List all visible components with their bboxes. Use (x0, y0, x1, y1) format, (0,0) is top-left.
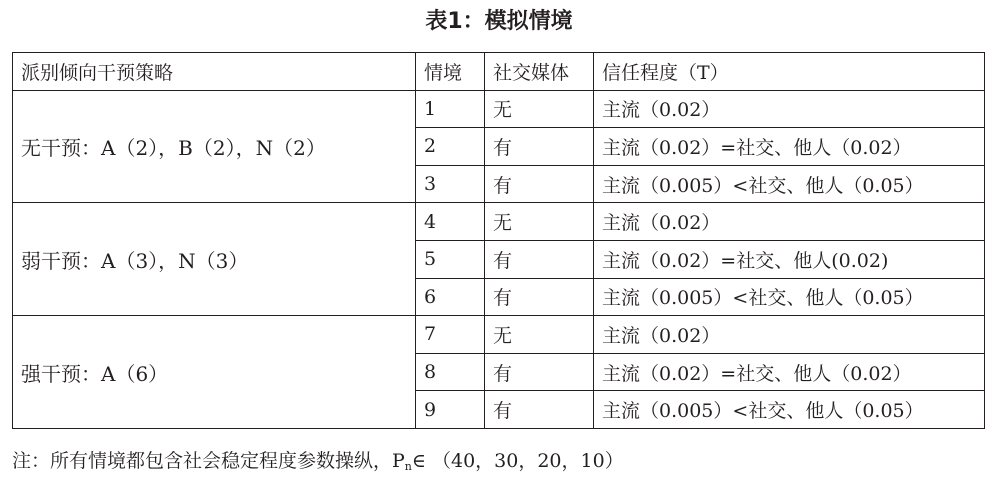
scenario-cell: 3 (416, 165, 485, 203)
trust-cell: 主流（0.02）=社交、他人（0.02） (594, 353, 985, 391)
scenario-cell: 5 (416, 240, 485, 278)
scenario-cell: 9 (416, 391, 485, 429)
scenario-cell: 8 (416, 353, 485, 391)
trust-cell: 主流（0.02）=社交、他人(0.02) (594, 240, 985, 278)
scenario-cell: 7 (416, 316, 485, 354)
table-row (13, 90, 985, 128)
social-media-cell: 有 (485, 353, 594, 391)
trust-cell: 主流（0.005）<社交、他人（0.05） (594, 165, 985, 203)
trust-cell: 主流（0.005）<社交、他人（0.05） (594, 391, 985, 429)
social-media-cell: 无 (485, 316, 594, 354)
trust-cell: 主流（0.02） (594, 90, 985, 128)
table-title: 表1：模拟情境 (425, 9, 573, 34)
note-suffix: ∈ （40，30，20，10） (411, 450, 624, 472)
scenario-cell: 6 (416, 278, 485, 316)
trust-cell: 主流（0.02） (594, 316, 985, 354)
simulation-table (12, 52, 985, 429)
header-social-media: 社交媒体 (485, 53, 594, 91)
scenario-cell: 4 (416, 203, 485, 241)
social-media-cell: 无 (485, 203, 594, 241)
header-trust: 信任程度（T） (594, 53, 985, 91)
social-media-cell: 有 (485, 391, 594, 429)
header-row (13, 53, 985, 91)
social-media-cell: 有 (485, 240, 594, 278)
social-media-cell: 有 (485, 278, 594, 316)
scenario-cell: 2 (416, 128, 485, 166)
trust-cell: 主流（0.005）<社交、他人（0.05） (594, 278, 985, 316)
table-row (13, 316, 985, 354)
table-note (12, 446, 624, 482)
trust-cell: 主流（0.02）=社交、他人（0.02） (594, 128, 985, 166)
note-subscript: n (404, 460, 412, 473)
strategy-cell: 无干预：A（2），B（2），N（2） (13, 90, 416, 203)
strategy-cell: 强干预：A（6） (13, 316, 416, 429)
social-media-cell: 有 (485, 165, 594, 203)
social-media-cell: 无 (485, 90, 594, 128)
strategy-cell: 弱干预：A（3），N（3） (13, 203, 416, 316)
trust-cell: 主流（0.02） (594, 203, 985, 241)
header-strategy: 派别倾向干预策略 (13, 53, 416, 91)
note-prefix: 注：所有情境都包含社会稳定程度参数操纵，P (12, 450, 405, 472)
header-scenario: 情境 (416, 53, 485, 91)
scenario-cell: 1 (416, 90, 485, 128)
table-row (13, 203, 985, 241)
social-media-cell: 有 (485, 128, 594, 166)
